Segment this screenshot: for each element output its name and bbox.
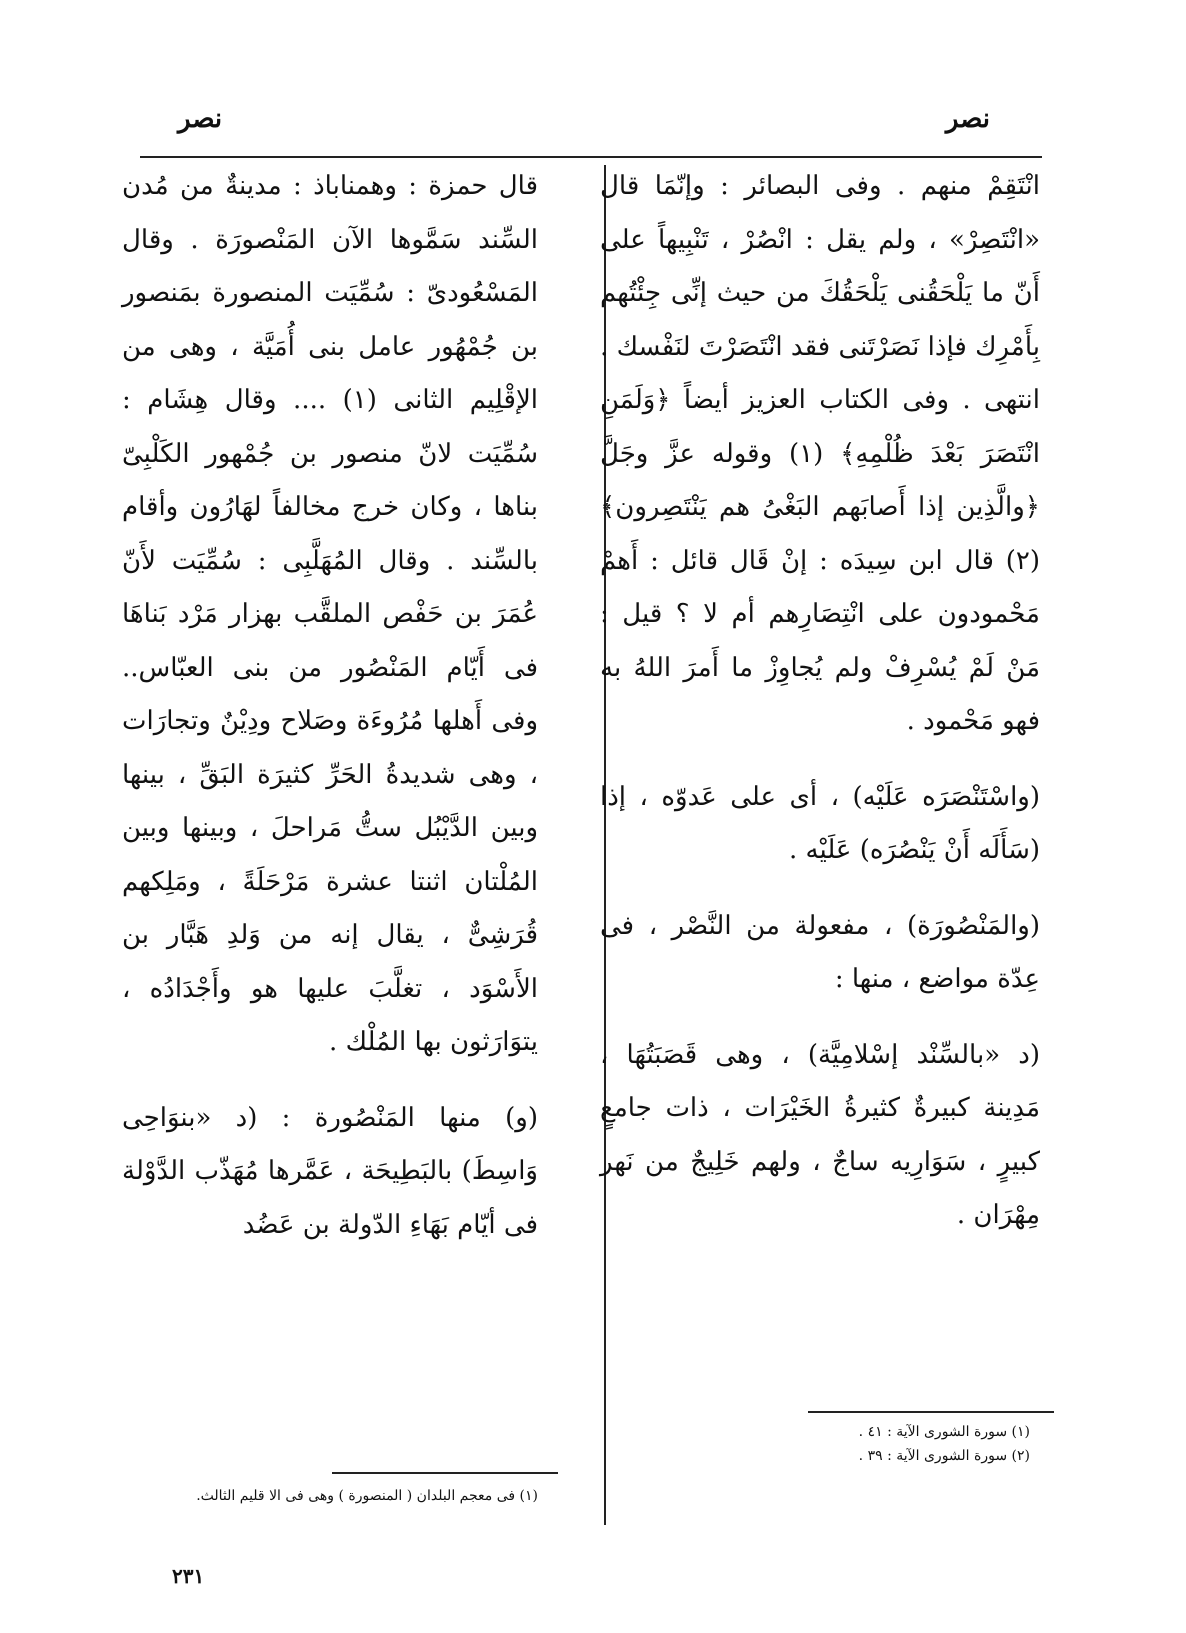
paragraph: قال حمزة : وهمناباذ : مدينةٌ من مُدن السِّند سَمَّوها الآن المَنْصورَة . وقال المَسْعُودىّ : سُمِّيَت المنصورة بمَنصور بن جُمْهُور عامل بنى أُمَيَّة ، وهى من الإقْلِيم الثانى (١) .... وقال هِشَام : سُمِّيَت لانّ منصور بن جُمْهور الكَلْبِىّ بناها ، وكان خرج مخالفاً لهَارُون وأقام بالسِّند . وقال المُهَلَّبِى : سُمِّيَت لأَنّ عُمَرَ بن حَفْص الملقَّب بهزار مَرْد بَناهَا فى أَيّام المَنْصُور من بنى العبّاس.. وفى أَهلها مُرُوءَة وصَلاح ودِيْنٌ وتجارَات ، وهى شديدةُ الحَرِّ كثيرَة البَقِّ ، بينها وبين الدَّيْبُل ستُّ مَراحلَ ، وبينها وبين المُلْتان اثنتا عشرة مَرْحَلَةً ، ومَلِكهم قُرَشِىٌّ ، يقال إنه من وَلدِ هَبَّار بن الأَسْوَد ، تغلَّبَ عليها هو وأَجْدَادُه ، يتوَارَثون بها المُلْك . xyxy=(122,171,538,1057)
footnote: (١) سورة الشورى الآية : ٤١ . xyxy=(858,1424,1030,1440)
paragraph: (واسْتَنْصَرَه عَلَيْه) ، أى على عَدوّه ، إذا (سَأَلَه أَنْ يَنْصُرَه) عَلَيْه . xyxy=(600,781,1040,865)
header-word-right: نصر xyxy=(945,104,990,134)
header-word-left: نصر xyxy=(178,104,223,134)
footnote-rule-left xyxy=(332,1472,558,1474)
paragraph: (والمَنْصُورَة) ، مفعولة من النَّصْر ، فى عِدّة مواضع ، منها : xyxy=(600,910,1040,994)
paragraph: انْتَقِمْ منهم . وفى البصائر : وإنّمَا قال «انْتَصِرْ» ، ولم يقل : انْصُرْ ، تَنْبِيهاً على أَنّ ما يَلْحَقُنى يَلْحَقُكَ من حيث إنِّى جِئْتُهم بِأَمْرِك فإذا نَصَرْتَنى فقد انْتَصَرْتَ لنَفْسك . انتهى . وفى الكتاب العزيز أيضاً ﴿وَلَمَنِ انْتَصَرَ بَعْدَ ظُلْمِهِ﴾ (١) وقوله عزَّ وجَلَّ ﴿والَّذِين إذا أَصابَهم البَغْىُ هم يَنْتَصِرون﴾ (٢) قال ابن سِيدَه : إنْ قَال قائل : أَهمْ مَحْمودون على انْتِصَارِهم أم لا ؟ قيل : مَنْ لَمْ يُسْرِفْ ولم يُجاوِزْ ما أَمرَ اللهُ به فهو مَحْمود . xyxy=(600,171,1040,736)
page-number: ٢٣١ xyxy=(172,1564,205,1588)
footnote: (٢) سورة الشورى الآية : ٣٩ . xyxy=(858,1448,1030,1464)
paragraph: (د «بالسِّنْد إسْلامِيَّة) ، وهى قَصَبَتُهَا ، مَدِينة كبيرةٌ كثيرةُ الخَيْرَات ، ذات جامعٍ كبيرٍ ، سَوَارِيه ساجٌ ، ولهم خَلِيجٌ من نَهر مِهْرَان . xyxy=(600,1039,1040,1230)
left-column xyxy=(122,160,538,1252)
paragraph: (و) منها المَنْصُورة : (د «بنوَاحِى وَاسِطَ) بالبَطِيحَة ، عَمَّرها مُهَذّب الدَّوْلة فى أيّام بَهَاءِ الدّولة بن عَضُد xyxy=(122,1102,538,1240)
right-column xyxy=(600,160,1040,1243)
footnote-rule-right xyxy=(808,1411,1054,1413)
header-rule xyxy=(140,156,1042,158)
footnotes-right xyxy=(630,1420,1030,1468)
footnote: (١) فى معجم البلدان ( المنصورة ) وهى فى الا قليم الثالث. xyxy=(196,1488,538,1504)
footnotes-left xyxy=(118,1484,538,1508)
